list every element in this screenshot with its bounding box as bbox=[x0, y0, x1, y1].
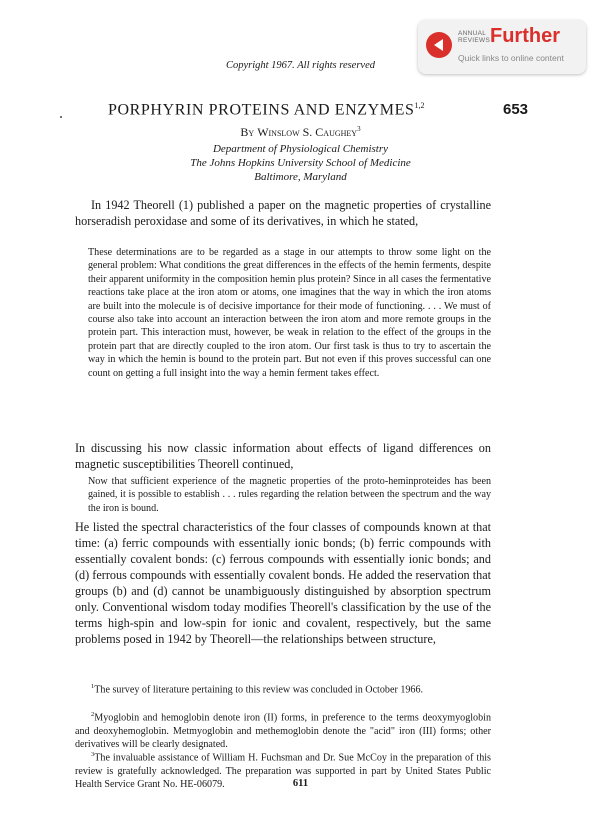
badge-name: Further bbox=[490, 25, 560, 47]
title-footnote-refs: 1,2 bbox=[414, 101, 425, 110]
body-paragraph-3: He listed the spectral characteristics of the four classes of compounds known at that time: (a) ferric compounds with essentially ionic bonds; (b) ferric compounds with essentially covalent bonds: (c) ferrous compounds with essentially ionic bonds; and (d) ferrous compounds with essentially covalent bonds. He added the reservation that groups (b) and (d) cannot be unambiguously distinguished by absorption spectrum only. Conventional wisdom today modifies Theorell's classification by the use of the terms high-spin and low-spin for ionic and covalent, respectively, but the same problems posed in 1942 by Theorell—the relationships between structure, bbox=[75, 520, 491, 646]
body-paragraph-2: In discussing his now classic information about effects of ligand differences on magnetic susceptibilities Theorell continued, bbox=[75, 441, 491, 471]
article-title-text: PORPHYRIN PROTEINS AND ENZYMES bbox=[108, 101, 415, 119]
footnote-2-text: Myoglobin and hemoglobin denote iron (II) forms, in preference to the terms deoxymyoglobin and deoxyhemoglobin. Metmyoglobin and methemoglobin denote the "acid" iron (III) forms; other derivatives will be clearly designated. bbox=[75, 712, 491, 751]
affiliation-school: The Johns Hopkins University School of Medicine bbox=[190, 157, 411, 169]
footnote-1 bbox=[75, 680, 491, 697]
affiliation bbox=[0, 142, 601, 184]
badge-tagline: Quick links to online content bbox=[458, 53, 564, 63]
author-name: Winslow S. Caughey bbox=[257, 125, 358, 139]
badge-brand bbox=[458, 30, 491, 44]
footnote-3-text: The invaluable assistance of William H. Fuchsman and Dr. Sue McCoy in the preparation of this review is gratefully acknowledged. The preparation was supported in part by United States Public Health Service Grant No. HE-06079. bbox=[75, 752, 491, 791]
footnote-2 bbox=[75, 708, 491, 752]
copyright-notice: Copyright 1967. All rights reserved bbox=[225, 60, 376, 71]
badge-brand-line1: ANNUAL bbox=[458, 30, 487, 37]
article-title bbox=[108, 101, 424, 119]
footnote-1-mark: 1 bbox=[91, 683, 95, 690]
affiliation-department: Department of Physiological Chemistry bbox=[212, 143, 389, 155]
affiliation-city: Baltimore, Maryland bbox=[254, 171, 347, 183]
author-footnote-ref: 3 bbox=[357, 125, 361, 133]
margin-mark bbox=[60, 116, 62, 118]
byline bbox=[0, 125, 601, 140]
byline-prefix: By bbox=[240, 125, 255, 139]
block-quote-1: These determinations are to be regarded as a stage in our attempts to throw some light on the general problem: What conditions the great differences in the effects of the hemin ferments, despite their apparent uniformity in the composition hemin plus protein? Since in all cases the fermentative reactions take place at the iron atom or atoms, one imagines that the way in which the iron atoms are built into the molecule is of decisive importance for their mode of functioning. . . . We must of course also take into account an interaction between the iron atom and more remote groups in the protein part. This interaction must, however, be weak in relation to the effect of the groups in the protein part that are directly coupled to the iron atom. Our first task is thus to try to ascertain the way in which the hemin is bound to the protein part. But not even if this proves successful can one count on getting a full insight into the way a hemin ferment takes effect. bbox=[88, 247, 491, 379]
footnote-3-mark: 3 bbox=[91, 751, 95, 758]
footnote-1-text: The survey of literature pertaining to this review was concluded in October 1966. bbox=[94, 684, 424, 696]
page-folio: 611 bbox=[292, 778, 309, 789]
footnote-2-mark: 2 bbox=[91, 711, 95, 718]
page-number: 653 bbox=[503, 101, 529, 118]
badge-brand-line2: REVIEWS bbox=[458, 37, 491, 44]
annual-reviews-logo-icon bbox=[426, 32, 452, 58]
further-badge[interactable] bbox=[418, 20, 586, 74]
block-quote-2: Now that sufficient experience of the magnetic properties of the proto-heminproteides has been gained, it is possible to establish . . . rules regarding the relation between the spectrum and the way the iron is bound. bbox=[88, 476, 491, 514]
body-paragraph-1: In 1942 Theorell (1) published a paper on the magnetic properties of crystalline horseradish peroxidase and some of its derivatives, in which he stated, bbox=[75, 198, 491, 228]
